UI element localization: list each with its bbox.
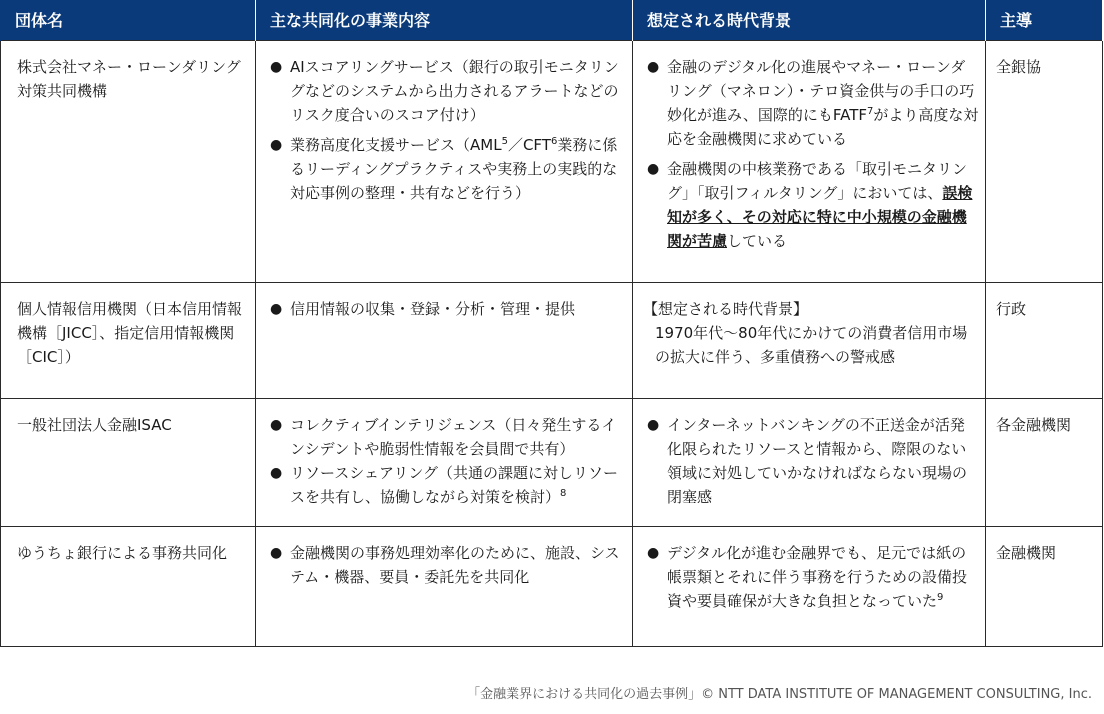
context-cell bbox=[633, 526, 986, 646]
bullet-icon: ● bbox=[270, 58, 283, 75]
bullet-icon: ● bbox=[270, 300, 283, 317]
table-row bbox=[1, 398, 1103, 526]
bullet-icon: ● bbox=[270, 544, 283, 561]
list-item: ● インターネットバンキングの不正送金が活発化限られたリソースと情報から、際限のない領域に対処していかなければならない現場の閉塞感 bbox=[647, 413, 979, 509]
bullet-icon: ● bbox=[647, 544, 660, 561]
context-heading: 【想定される時代背景】 bbox=[643, 299, 809, 318]
bullet-icon: ● bbox=[270, 464, 283, 481]
copyright-footer: 「金融業界における共同化の過去事例」© NTT DATA INSTITUTE OF MANAGEMENT CONSULTING, Inc. bbox=[467, 687, 1092, 702]
activities-cell bbox=[256, 282, 633, 398]
table-row bbox=[1, 282, 1103, 398]
header-row bbox=[1, 0, 1103, 40]
organization-name: 個人情報信用機関（日本信用情報機構［JICC］、指定信用情報機関［CIC］） bbox=[1, 282, 256, 398]
emphasis-text: 誤検知が多く、その対応に特に中小規模の金融機関が苦慮 bbox=[667, 183, 973, 250]
list-item: ● リソースシェアリング（共通の課題に対しリソースを共有し、協働しながら対策を検討）$^8$ bbox=[270, 461, 626, 509]
footnote-ref: 5 bbox=[501, 135, 508, 147]
lead-cell: 各金融機関 bbox=[986, 398, 1103, 526]
list-item: ● 信用情報の収集・登録・分析・管理・提供 bbox=[270, 297, 626, 321]
list-item: ● コレクティブインテリジェンス（日々発生するインシデントや脆弱性情報を会員間で共有） bbox=[270, 413, 626, 461]
organization-name: 一般社団法人金融ISAC bbox=[1, 398, 256, 526]
footnote-ref: 9 bbox=[937, 591, 944, 603]
activities-cell bbox=[256, 40, 633, 282]
bullet-icon: ● bbox=[647, 58, 660, 75]
context-cell bbox=[633, 398, 986, 526]
bullet-icon: ● bbox=[270, 136, 283, 153]
header-organization: 団体名 bbox=[1, 0, 256, 40]
activities-cell bbox=[256, 526, 633, 646]
list-item: ● デジタル化が進む金融界でも、足元では紙の帳票類とそれに伴う事務を行うための設備投資や要員確保が大きな負担となっていた$^9$ bbox=[647, 541, 979, 613]
footnote-ref: 6 bbox=[550, 135, 558, 147]
bullet-icon: ● bbox=[270, 416, 283, 433]
table-row bbox=[1, 40, 1103, 282]
bullet-icon: ● bbox=[647, 160, 660, 177]
bullet-icon: ● bbox=[647, 416, 660, 433]
lead-cell: 全銀協 bbox=[986, 40, 1103, 282]
list-item: ● 金融機関の中核業務である「取引モニタリング」「取引フィルタリング」においては、誤検知が多く、その対応に特に中小規模の金融機関が苦慮している bbox=[647, 157, 979, 253]
context-cell bbox=[633, 40, 986, 282]
context-body: 1970年代～80年代にかけての消費者信用市場の拡大に伴う、多重債務への警戒感 bbox=[655, 323, 968, 366]
list-item: ● 金融機関の事務処理効率化のために、施設、システム・機器、要員・委託先を共同化 bbox=[270, 541, 626, 589]
table-row bbox=[1, 526, 1103, 646]
organization-name: ゆうちょ銀行による事務共同化 bbox=[1, 526, 256, 646]
footnote-ref: 7 bbox=[867, 105, 874, 117]
list-item: ● 金融のデジタル化の進展やマネー・ローンダリング（マネロン）・テロ資金供与の手口の巧妙化が進み、国際的にもFATF$^7$がより高度な対応を金融機関に求めている bbox=[647, 55, 979, 151]
activities-cell bbox=[256, 398, 633, 526]
list-item: ● 業務高度化支援サービス（AML$^5$／CFT$^6$業務に係るリーディングプラクティスや実務上の実践的な対応事例の整理・共有などを行う） bbox=[270, 133, 626, 205]
header-context: 想定される時代背景 bbox=[633, 0, 986, 40]
list-item: ● AIスコアリングサービス（銀行の取引モニタリングなどのシステムから出力されるアラートなどのリスク度合いのスコア付け） bbox=[270, 55, 626, 127]
footnote-ref: 8 bbox=[560, 487, 567, 499]
header-lead: 主導 bbox=[986, 0, 1103, 40]
organization-name: 株式会社マネー・ローンダリング対策共同機構 bbox=[1, 40, 256, 282]
header-activities: 主な共同化の事業内容 bbox=[256, 0, 633, 40]
lead-cell: 行政 bbox=[986, 282, 1103, 398]
context-cell bbox=[633, 282, 986, 398]
lead-cell: 金融機関 bbox=[986, 526, 1103, 646]
